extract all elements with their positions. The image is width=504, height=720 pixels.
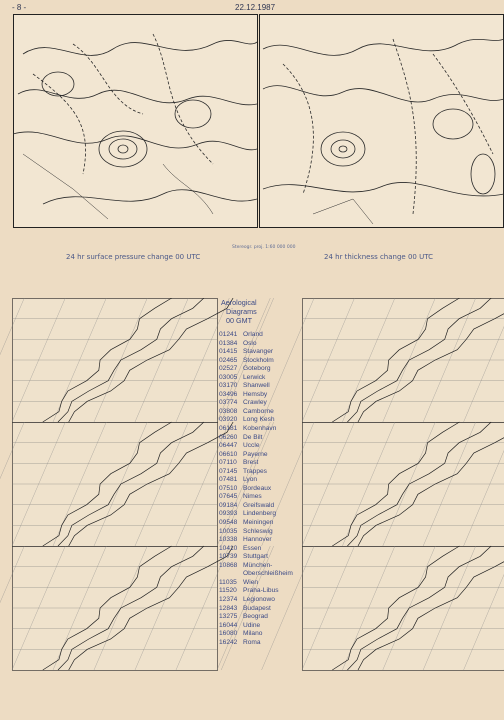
station-code: 07510 [219, 484, 238, 492]
station-name: Orland [243, 331, 263, 338]
legend-time: 00 GMT [226, 316, 252, 325]
station-name: Wien [243, 578, 259, 586]
station-row [219, 536, 309, 545]
diagram-panel [13, 423, 218, 547]
map-scale: Stereogr. proj. 1:60 000 000 [232, 245, 296, 250]
station-code: 10739 [219, 553, 238, 561]
station-code: 07145 [219, 467, 238, 475]
station-row [219, 596, 309, 605]
station-name: Payerne [243, 450, 268, 458]
station-name: Schleswig [243, 527, 273, 535]
station-name: München- [243, 561, 273, 569]
station-code: 06447 [219, 442, 238, 450]
station-code: 16242 [219, 638, 238, 646]
station-row [219, 451, 309, 460]
station-row [219, 408, 309, 417]
station-name: Hannover [243, 536, 272, 544]
station-code: 01415 [219, 348, 238, 356]
station-name: Uccle [243, 442, 260, 450]
station-code: 09184 [219, 501, 238, 509]
station-row [219, 340, 309, 349]
station-code: 07110 [219, 459, 237, 467]
station-code: 07481 [219, 476, 238, 484]
station-code: 16044 [219, 621, 238, 629]
station-name: Stuttgart [243, 553, 268, 561]
station-row [219, 510, 309, 519]
weather-maps [13, 14, 504, 228]
diagram-panel [303, 299, 504, 423]
diagram-panel [13, 299, 218, 423]
station-code [219, 570, 243, 579]
station-row [219, 357, 309, 366]
station-code: 10868 [219, 561, 238, 569]
station-code: 03170 [219, 382, 238, 390]
diagram-panel [303, 547, 504, 671]
right-map-caption: 24 hr thickness change 00 UTC [324, 253, 433, 261]
station-name: Stavanger [243, 348, 274, 356]
station-row [219, 416, 309, 425]
station-name: Crawley [243, 399, 267, 407]
left-map-caption: 24 hr surface pressure change 00 UTC [66, 253, 201, 261]
station-code: 12374 [219, 595, 238, 603]
station-name: Budapest [243, 604, 271, 612]
station-row [219, 562, 309, 571]
station-name: Udine [243, 621, 261, 629]
station-row [219, 382, 309, 391]
station-code: 10338 [219, 536, 238, 544]
station-name: Legionowo [243, 595, 275, 603]
station-code: 10410 [219, 544, 238, 552]
station-row [219, 605, 309, 614]
station-name: Roma [243, 638, 261, 646]
station-code: 02527 [219, 365, 238, 373]
station-row [219, 485, 309, 494]
station-row [219, 493, 309, 502]
station-code: 11520 [219, 587, 237, 595]
diagram-panel [13, 547, 218, 671]
station-name: Bordeaux [243, 484, 272, 492]
station-name: Stockholm [243, 356, 274, 364]
legend-title: Aerological [221, 298, 257, 307]
station-row [219, 391, 309, 400]
station-name: Meiningen [243, 519, 274, 527]
station-code: 03808 [219, 407, 238, 415]
map-right-frame [260, 15, 504, 228]
station-row [219, 459, 309, 468]
station-row [219, 468, 309, 477]
station-code: 16080 [219, 630, 238, 638]
station-name: Camborne [243, 407, 274, 415]
station-code: 09548 [219, 519, 238, 527]
station-code: 12843 [219, 604, 238, 612]
station-row [219, 528, 309, 537]
station-row [219, 502, 309, 511]
station-name: Trappes [243, 467, 267, 475]
station-row [219, 630, 309, 639]
station-row [219, 476, 309, 485]
station-legend [219, 298, 309, 647]
station-row [219, 545, 309, 554]
station-row [219, 399, 309, 408]
station-code: 03774 [219, 399, 238, 407]
station-name: De Bilt [243, 433, 263, 441]
station-code: 10035 [219, 527, 238, 535]
station-name: Brest [243, 459, 259, 467]
station-row [219, 434, 309, 443]
station-row [219, 365, 309, 374]
station-code: 06610 [219, 450, 238, 458]
station-name: Goteborg [243, 365, 271, 373]
station-code: 01241 [219, 331, 238, 338]
station-row [219, 613, 309, 622]
station-row [219, 639, 309, 648]
station-name: Kobenhavn [243, 425, 277, 433]
station-code: 07645 [219, 493, 238, 501]
station-name: Essen [243, 544, 262, 552]
station-row [219, 348, 309, 357]
page-date: 22.12.1987 [235, 3, 276, 12]
station-code: 06181 [219, 425, 238, 433]
station-row [219, 519, 309, 528]
station-row [219, 587, 309, 596]
station-row [219, 553, 309, 562]
station-name: Milano [243, 630, 263, 638]
station-code: 01384 [219, 339, 238, 347]
station-code: 03920 [219, 416, 238, 424]
station-code: 09393 [219, 510, 238, 518]
station-code: 02465 [219, 356, 238, 364]
station-name: Oslo [243, 339, 257, 347]
station-code: 03496 [219, 390, 238, 398]
station-name: Praha-Libus [243, 587, 279, 595]
station-code: 13275 [219, 613, 238, 621]
station-name: Lyon [243, 476, 258, 484]
map-left-frame [14, 15, 258, 228]
station-code: 06260 [219, 433, 238, 441]
station-row [219, 442, 309, 451]
station-code: 11035 [219, 578, 237, 586]
station-name: Beograd [243, 613, 268, 621]
station-row [219, 374, 309, 383]
station-name: Oberschleißheim [243, 570, 293, 578]
station-row [219, 579, 309, 588]
station-row [219, 570, 309, 579]
station-list [219, 331, 309, 647]
station-name: Lerwick [243, 373, 266, 381]
station-name: Greifswald [243, 501, 275, 509]
station-code: 03005 [219, 373, 238, 381]
station-row [219, 425, 309, 434]
station-name: Hemsby [243, 390, 268, 398]
page-number: - 8 - [12, 3, 27, 12]
station-name: Lindenberg [243, 510, 276, 518]
station-row [219, 331, 309, 340]
station-name: Long Kesh [243, 416, 275, 424]
diagram-panel [303, 423, 504, 547]
station-name: Nimes [243, 493, 262, 501]
station-row [219, 622, 309, 631]
legend-subtitle: Diagrams [226, 307, 257, 316]
station-name: Shanwell [243, 382, 270, 390]
